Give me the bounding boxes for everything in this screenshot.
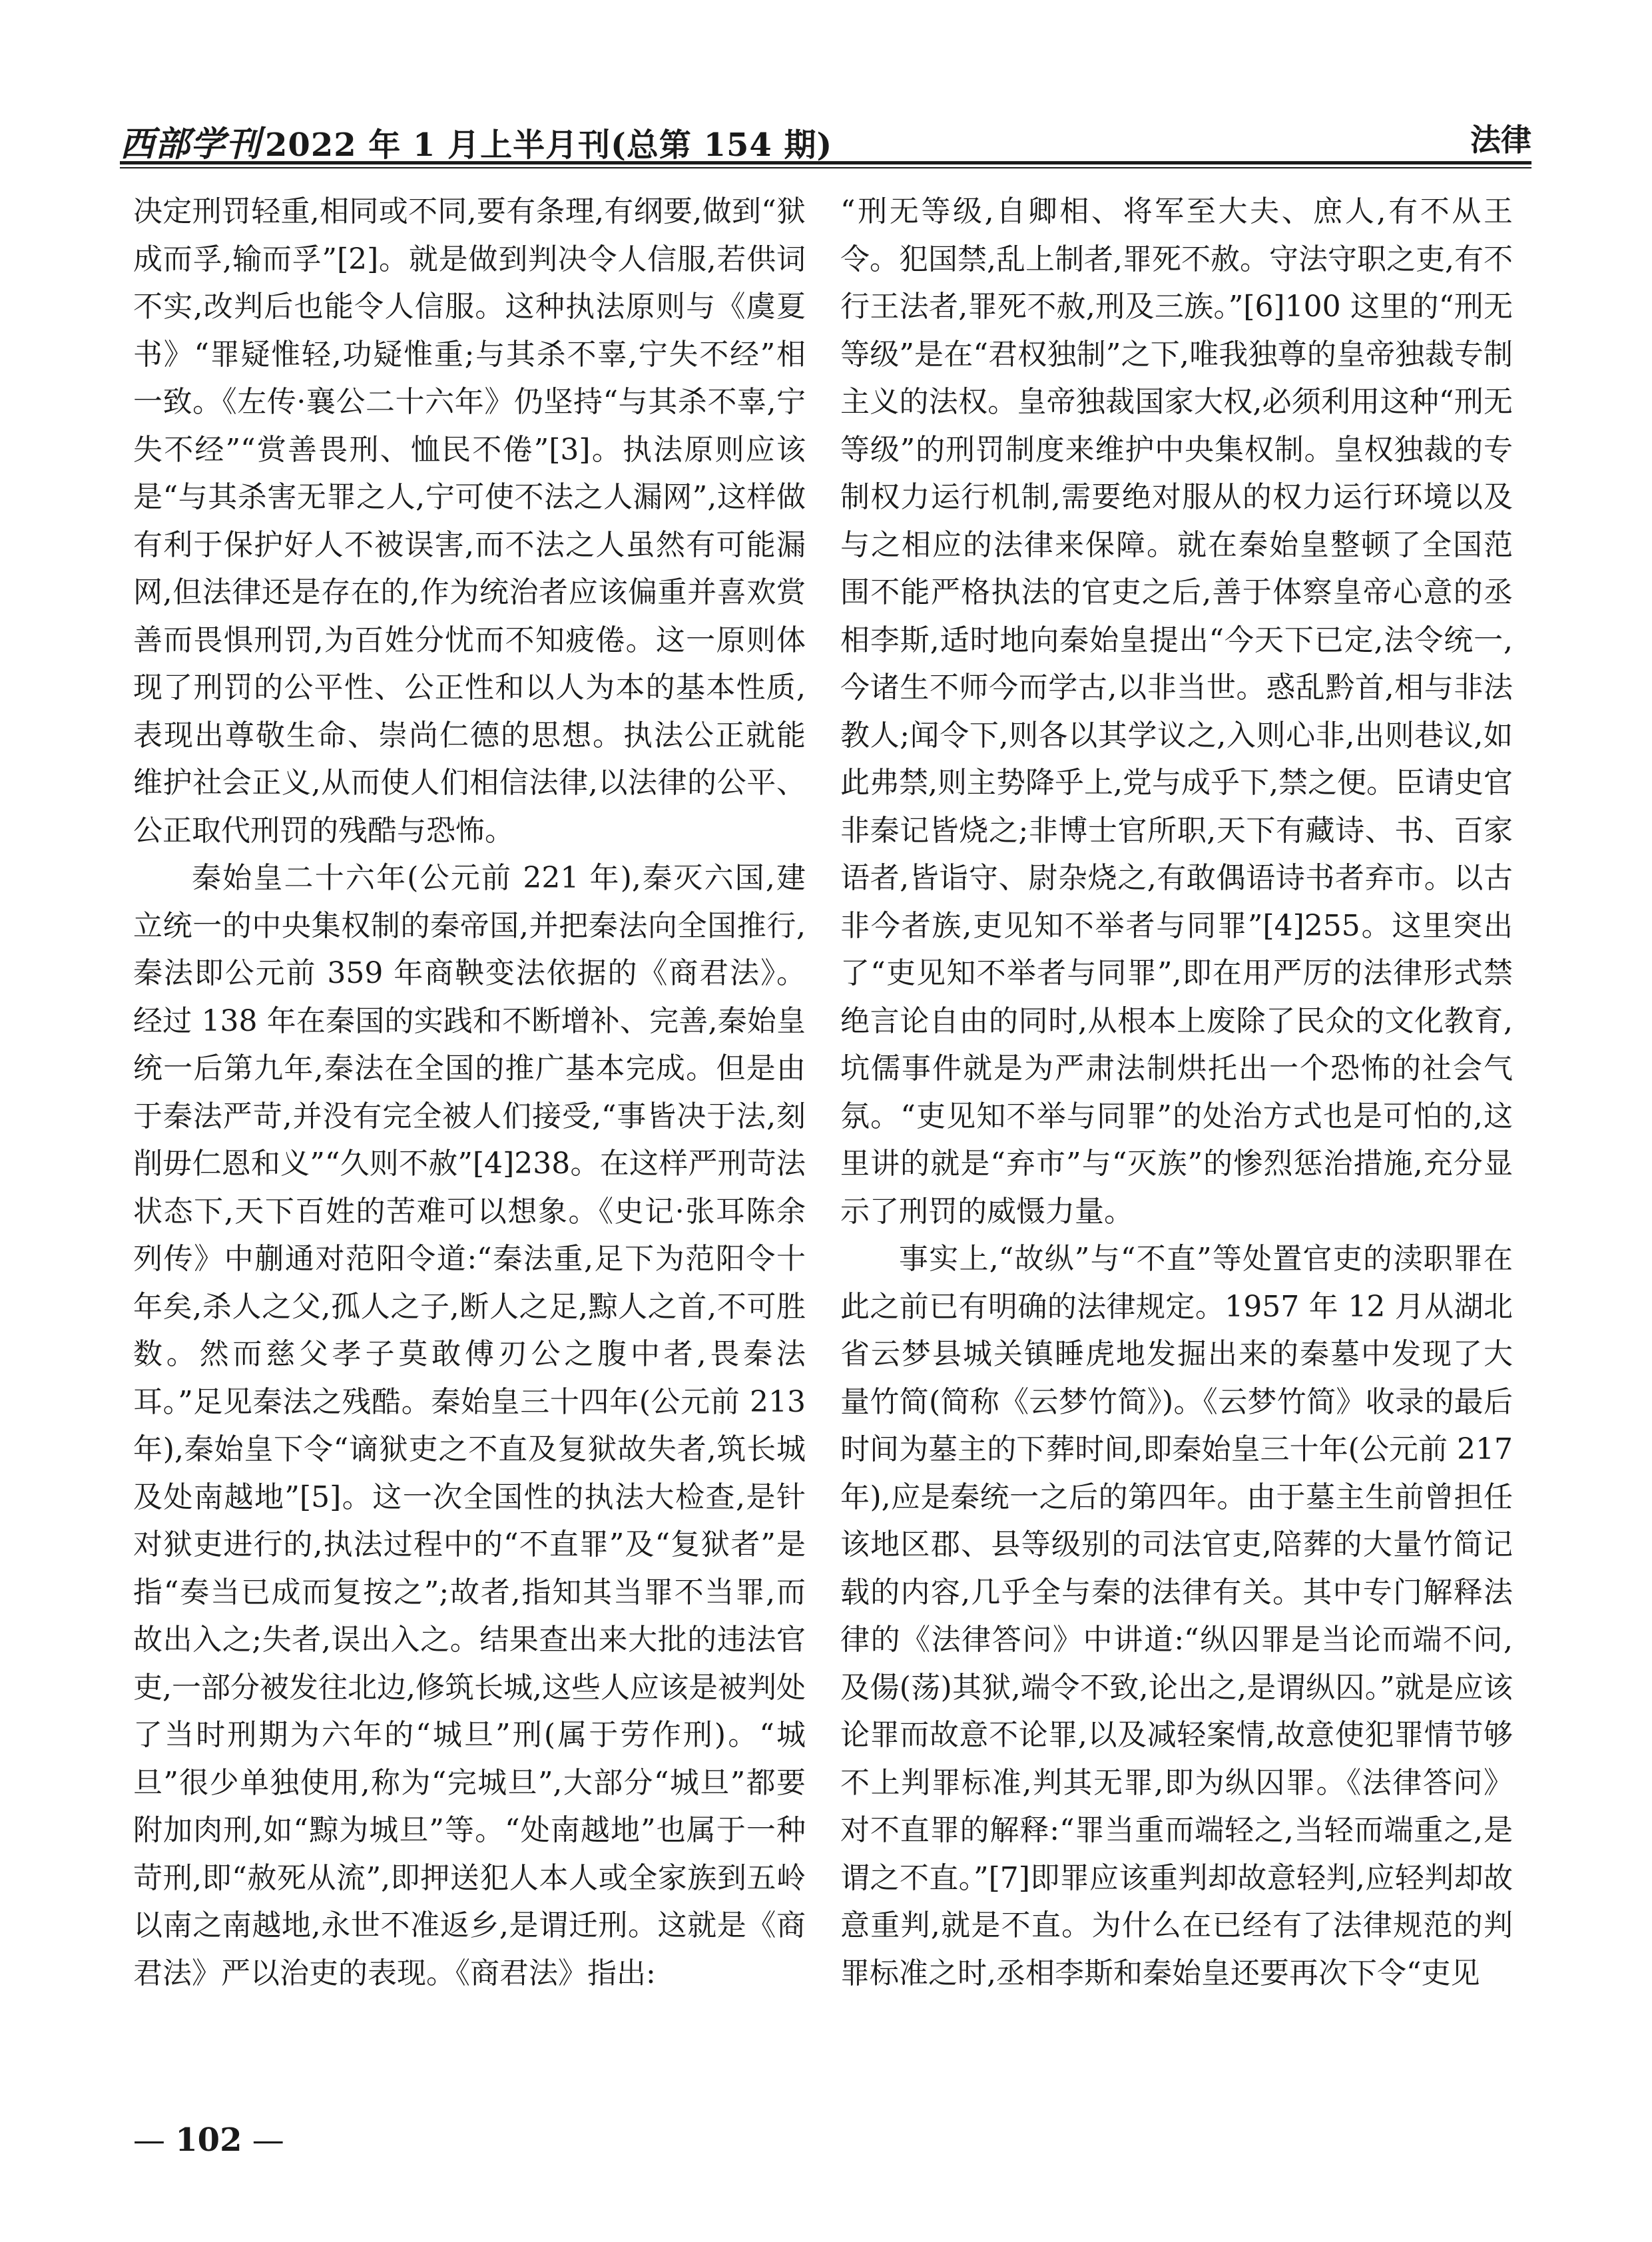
paragraph: 事实上,“故纵”与“不直”等处置官吏的渎职罪在此之前已有明确的法律规定。1957 年 12 月从湖北省云梦县城关镇睡虎地发掘出来的秦墓中发现了大量竹简(简称《云梦竹简》)。《云梦竹简》收录的最后时间为墓主的下葬时间,即秦始皇三十年(公元前 217 年),应是秦统一之后的第四年。由于墓主生前曾担任该地区郡、县等级别的司法官吏,陪葬的大量竹简记载的内容,几乎全与秦的法律有关。其中专门解释法律的《法律答问》中讲道:“纵囚罪是当论而端不问,及偒(荡)其狱,端令不致,论出之,是谓纵囚。”就是应该论罪而故意不论罪,以及减轻案情,故意使犯罪情节够不上判罪标准,判其无罪,即为纵囚罪。《法律答问》对不直罪的解释:“罪当重而端轻之,当轻而端重之,是谓之不直。”[7]即罪应该重判却故意轻判,应轻判却故意重判,就是不直。为什么在已经有了法律规范的判罪标准之时,丞相李斯和秦始皇还要再次下令“吏见 bbox=[840, 1242, 1513, 1990]
header-rule-thin bbox=[120, 167, 1531, 168]
paragraph: 秦始皇二十六年(公元前 221 年),秦灭六国,建立统一的中央集权制的秦帝国,并把秦法向全国推行,秦法即公元前 359 年商鞅变法依据的《商君法》。经过 138 年在秦国的实践和不断增补、完善,秦始皇统一后第九年,秦法在全国的推广基本完成。但是由于秦法严苛,并没有完全被人们接受,“事皆决于法,刻削毋仁恩和义”“久则不赦”[4]238。在这样严刑苛法状态下,天下百姓的苦难可以想象。《史记·张耳陈余列传》中蒯通对范阳令道:“秦法重,足下为范阳令十年矣,杀人之父,孤人之子,断人之足,黥人之首,不可胜数。然而慈父孝子莫敢傅刃公之腹中者,畏秦法耳。”足见秦法之残酷。秦始皇三十四年(公元前 213 年),秦始皇下令“谪狱吏之不直及复狱故失者,筑长城及处南越地”[5]。这一次全国性的执法大检查,是针对狱吏进行的,执法过程中的“不直罪”及“复狱者”是指“奏当已成而复按之”;故者,指知其当罪不当罪,而故出入之;失者,误出入之。结果查出来大批的违法官吏,一部分被发往北边,修筑长城,这些人应该是被判处了当时刑期为六年的“城旦”刑(属于劳作刑)。“城旦”很少单独使用,称为“完城旦”,大部分“城旦”都要附加肉刑,如“黥为城旦”等。“处南越地”也属于一种苛刑,即“赦死从流”,即押送犯人本人或全家族到五岭以南之南越地,永世不准返乡,是谓迁刑。这就是《商君法》严以治吏的表现。《商君法》指出: bbox=[133, 861, 806, 1990]
paragraph: 决定刑罚轻重,相同或不同,要有条理,有纲要,做到“狱成而孚,输而孚”[2]。就是做到判决令人信服,若供词不实,改判后也能令人信服。这种执法原则与《虞夏书》“罪疑惟轻,功疑惟重;与其杀不辜,宁失不经”相一致。《左传·襄公二十六年》仍坚持“与其杀不辜,宁失不经”“赏善畏刑、恤民不倦”[3]。执法原则应该是“与其杀害无罪之人,宁可使不法之人漏网”,这样做有利于保护好人不被误害,而不法之人虽然有可能漏网,但法律还是存在的,作为统治者应该偏重并喜欢赏善而畏惧刑罚,为百姓分忧而不知疲倦。这一原则体现了刑罚的公平性、公正性和以人为本的基本性质,表现出尊敬生命、崇尚仁德的思想。执法公正就能维护社会正义,从而使人们相信法律,以法律的公平、公正取代刑罚的残酷与恐怖。 bbox=[133, 194, 806, 848]
footer-dash-left: — bbox=[133, 2121, 176, 2159]
journal-logo: 西部学刊 bbox=[120, 124, 262, 164]
running-header bbox=[120, 112, 1531, 164]
issue-info: 2022 年 1 月上半月刊(总第 154 期) bbox=[265, 127, 833, 164]
left-column bbox=[133, 188, 806, 2066]
page-number: 102 bbox=[175, 2121, 242, 2159]
header-rule bbox=[120, 161, 1531, 164]
paragraph: “刑无等级,自卿相、将军至大夫、庶人,有不从王令。犯国禁,乱上制者,罪死不赦。守法守职之吏,有不行王法者,罪死不赦,刑及三族。”[6]100 这里的“刑无等级”是在“君权独制”之下,唯我独尊的皇帝独裁专制主义的法权。皇帝独裁国家大权,必须利用这种“刑无等级”的刑罚制度来维护中央集权制。皇权独裁的专制权力运行机制,需要绝对服从的权力运行环境以及与之相应的法律来保障。就在秦始皇整顿了全国范围不能严格执法的官吏之后,善于体察皇帝心意的丞相李斯,适时地向秦始皇提出“今天下已定,法令统一,今诸生不师今而学古,以非当世。惑乱黔首,相与非法教人;闻令下,则各以其学议之,入则心非,出则巷议,如此弗禁,则主势降乎上,党与成乎下,禁之便。臣请史官非秦记皆烧之;非博士官所职,天下有藏诗、书、百家语者,皆诣守、尉杂烧之,有敢偶语诗书者弃市。以古非今者族,吏见知不举者与同罪”[4]255。这里突出了“吏见知不举者与同罪”,即在用严厉的法律形式禁绝言论自由的同时,从根本上废除了民众的文化教育,坑儒事件就是为严肃法制烘托出一个恐怖的社会气氛。“吏见知不举与同罪”的处治方式也是可怕的,这里讲的就是“弃市”与“灭族”的惨烈惩治措施,充分显示了刑罚的威慑力量。 bbox=[840, 194, 1513, 1229]
journal-masthead bbox=[120, 116, 832, 166]
page-footer bbox=[133, 2121, 284, 2159]
footer-dash-right: — bbox=[242, 2121, 284, 2159]
section-label: 法律 bbox=[1470, 122, 1531, 158]
right-column bbox=[840, 188, 1513, 2066]
